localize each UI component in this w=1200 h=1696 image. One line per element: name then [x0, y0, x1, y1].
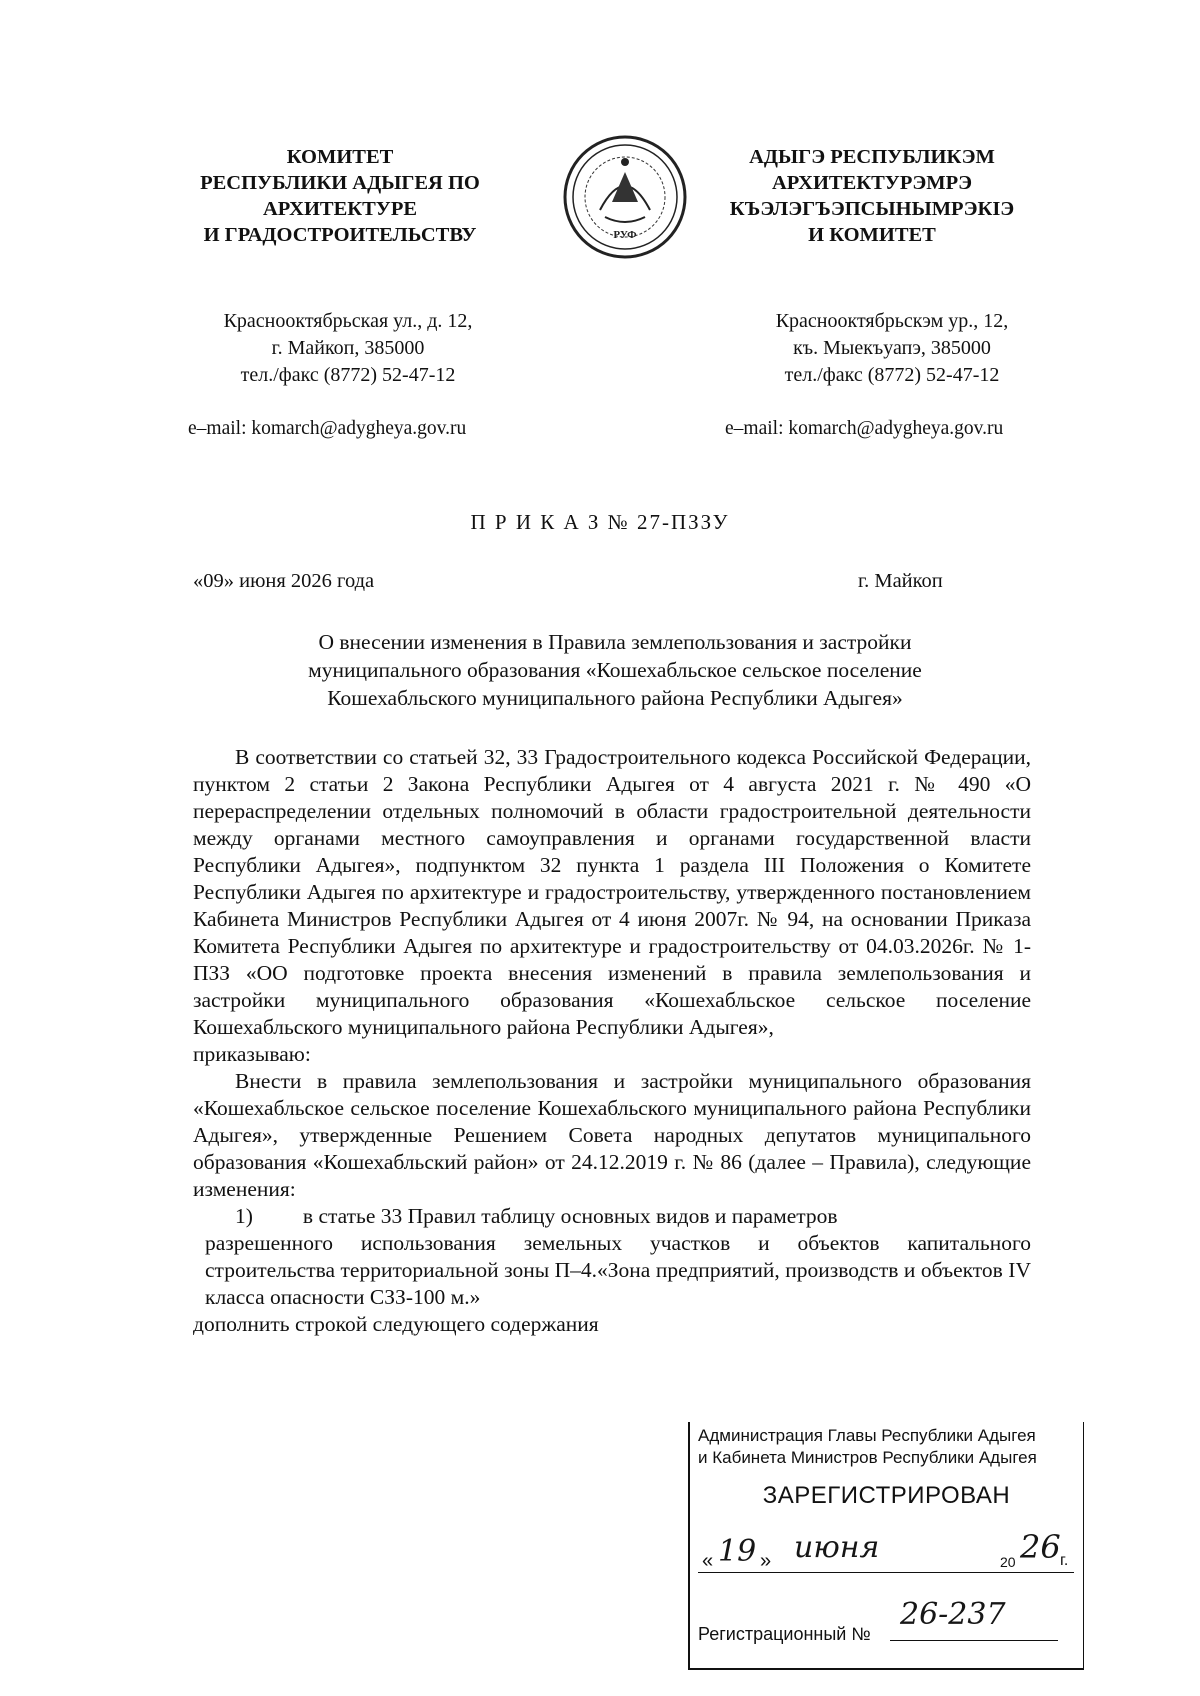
stamp-authority-line-2: и Кабинета Министров Республики Адыгея — [698, 1448, 1037, 1467]
stamp-date-underline — [698, 1572, 1074, 1573]
republic-emblem-icon — [560, 132, 690, 262]
header-right-line-3: КЪЭЛЭГЪЭПСЫНЫМРЭКIЭ — [729, 198, 1015, 220]
header-right-line-4: И КОМИТЕТ — [808, 224, 936, 246]
emblem-text: РУФ — [613, 229, 637, 241]
stamp-number-label: Регистрационный № — [698, 1624, 871, 1644]
stamp-day: 19 — [718, 1534, 757, 1569]
order-date: «09» июня 2026 года — [193, 570, 375, 592]
header-right-line-2: АРХИТЕКТУРЭМРЭ — [771, 172, 973, 194]
body-paragraph-1-end: приказываю: — [193, 1042, 311, 1066]
stamp-registered: ЗАРЕГИСТРИРОВАН — [762, 1482, 1011, 1509]
stamp-quote-close: » — [760, 1550, 772, 1572]
item-1-first-line — [193, 1203, 1031, 1230]
item-1-text: разрешенного использования земельных участков и объектов капитального строительства территориальной зоны П–4.«Зона предприятий, производств и объектов IV класса опасности СЗЗ-100 м.» — [205, 1231, 1031, 1309]
header-right-line-1: АДЫГЭ РЕСПУБЛИКЭМ — [749, 146, 995, 168]
stamp-number-underline — [890, 1640, 1058, 1641]
header-left-line-3: АРХИТЕКТУРЕ — [262, 198, 418, 220]
header-left-line-4: И ГРАДОСТРОИТЕЛЬСТВУ — [203, 224, 477, 246]
item-1-number: 1) — [235, 1204, 253, 1228]
address-left-line-2: г. Майкоп, 385000 — [271, 337, 425, 359]
address-right-line-1: Краснооктябрьскэм ур., 12, — [775, 310, 1009, 332]
header-left-line-1: КОМИТЕТ — [286, 146, 394, 168]
email-right: e–mail: komarch@adygheya.gov.ru — [725, 418, 1004, 439]
subject-line-1: О внесении изменения в Правила землепользования и застройки — [318, 630, 912, 654]
order-title: П Р И К А З № 27-ПЗЗУ — [470, 510, 730, 534]
stamp-year-prefix: 20 — [1000, 1554, 1016, 1570]
order-subject — [200, 628, 1030, 712]
item-1-first-text: в статье 33 Правил таблицу основных видов и параметров — [302, 1204, 838, 1228]
email-left: e–mail: komarch@adygheya.gov.ru — [188, 418, 467, 439]
stamp-year-suffix: г. — [1060, 1552, 1069, 1569]
body-paragraph-1: В соответствии со статьей 32, 33 Градостроительного кодекса Российской Федерации, пунктом 2 статьи 2 Закона Республики Адыгея от 4 августа 2021 г. № 490 «О перераспределении отдельных полномочий в области градостроительной деятельности между органами местного самоуправления и органами государственной власти Республики Адыгея», подпунктом 32 пункта 1 раздела III Положения о Комитете Республики Адыгея по архитектуре и градостроительству, утвержденного постановлением Кабинета Министров Республики Адыгея от 4 июня 2007г. № 94, на основании Приказа Комитета Республики Адыгея по архитектуре и градостроительству от 04.03.2026г. № 1-ПЗЗ «ОО подготовке проекта внесения изменений в правила землепользования и застройки муниципального образования «Кошехабльское сельское поселение Кошехабльского муниципального района Республики Адыгея», — [193, 745, 1031, 1039]
address-left-line-3: тел./факс (8772) 52-47-12 — [240, 364, 456, 386]
order-city: г. Майкоп — [858, 570, 943, 592]
subject-line-2: муниципального образования «Кошехабльское сельское поселение — [308, 658, 922, 682]
committee-name-russian — [180, 144, 500, 248]
address-right-line-3: тел./факс (8772) 52-47-12 — [784, 364, 1000, 386]
stamp-quote-open: « — [702, 1550, 714, 1572]
stamp-number: 26-237 — [900, 1597, 1006, 1632]
address-left — [196, 308, 500, 389]
address-right-line-2: къ. Мыекъуапэ, 385000 — [793, 337, 991, 359]
stamp-month: июня — [794, 1530, 880, 1565]
body-paragraph-2: Внести в правила землепользования и застройки муниципального образования «Кошехабльское сельское поселение Кошехабльского муниципального района Республики Адыгея», утвержденные Решением Совета народных депутатов муниципального образования «Кошехабльский район» от 24.12.2019 г. № 86 (далее – Правила), следующие изменения: — [193, 1069, 1031, 1201]
subject-line-3: Кошехабльского муниципального района Республики Адыгея» — [327, 686, 903, 710]
address-left-line-1: Краснооктябрьская ул., д. 12, — [223, 310, 473, 332]
committee-name-adyghe — [712, 144, 1032, 248]
stamp-authority-line-1: Администрация Главы Республики Адыгея — [698, 1426, 1036, 1445]
order-body — [193, 744, 1031, 1338]
header-left-line-2: РЕСПУБЛИКИ АДЫГЕЯ ПО — [200, 172, 480, 194]
item-1-last-line: дополнить строкой следующего содержания — [193, 1312, 599, 1336]
address-right — [740, 308, 1044, 389]
stamp-year: 26 — [1020, 1528, 1061, 1566]
registration-stamp — [688, 1422, 1084, 1670]
